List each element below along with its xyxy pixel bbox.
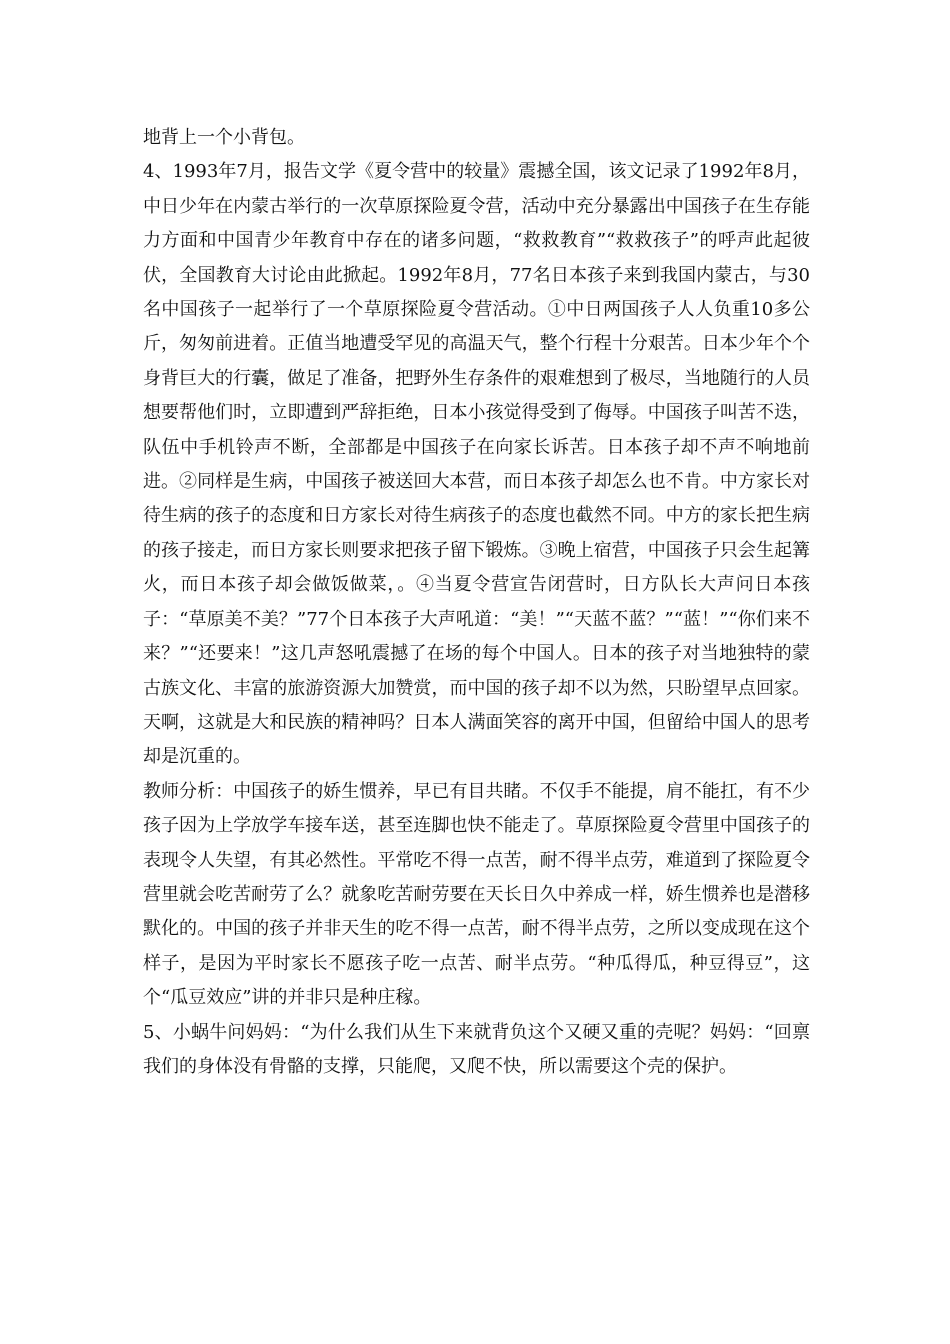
paragraph-item-5: 5、小蜗牛问妈妈：“为什么我们从生下来就背负这个又硬又重的壳呢？妈妈：“回禀我们的身体没有骨骼的支撑，只能爬，又爬不快，所以需要这个壳的保护。 xyxy=(143,1021,810,1077)
paragraph-item-4: 4、1993年7月，报告文学《夏令营中的较量》震撼全国，该文记录了1992年8月，中日少年在内蒙古举行的一次草原探险夏令营，活动中充分暴露出中国孩子在生存能力方面和中国青少年教育中存在的诸多问题，“救救教育”“救救孩子”的呼声此起彼伏，全国教育大讨论由此掀起。1992年8月，77名日本孩子来到我国内蒙古，与30名中国孩子一起举行了一个草原探险夏令营活动。①中日两国孩子人人负重10多公斤，匆匆前进着。正值当地遭受罕见的高温天气，整个行程十分艰苦。日本少年个个身背巨大的行囊，做足了准备，把野外生存条件的艰难想到了极尽，当地随行的人员想要帮他们时，立即遭到严辞拒绝，日本小孩觉得受到了侮辱。中国孩子叫苦不迭，队伍中手机铃声不断，全部都是中国孩子在向家长诉苦。日本孩子却不声不响地前进。②同样是生病，中国孩子被送回大本营，而日本孩子却怎么也不肯。中方家长对待生病的孩子的态度和日方家长对待生病孩子的态度也截然不同。中方的家长把生病的孩子接走，而日方家长则要求把孩子留下锻炼。③晚上宿营，中国孩子只会生起篝火，而日本孩子却会做饭做菜，。④当夏令营宣告闭营时，日方队长大声问日本孩子：“草原美不美？”77个日本孩子大声吼道：“美！”“天蓝不蓝？”“蓝！”“你们来不来？”“还要来！”这几声怒吼震撼了在场的每个中国人。日本的孩子对当地独特的蒙古族文化、丰富的旅游资源大加赞赏，而中国的孩子却不以为然，只盼望早点回家。天啊，这就是大和民族的精神吗？日本人满面笑容的离开中国，但留给中国人的思考却是沉重的。 xyxy=(143,161,810,768)
paragraph-continuation: 地背上一个小背包。 xyxy=(143,127,305,148)
document-page xyxy=(143,121,810,1084)
paragraph-teacher-analysis: 教师分析：中国孩子的娇生惯养，早已有目共睹。不仅手不能提，肩不能扛，有不少孩子因为上学放学车接车送，甚至连脚也快不能走了。草原探险夏令营里中国孩子的表现令人失望，有其必然性。平常吃不得一点苦，耐不得半点劳，难道到了探险夏令营里就会吃苦耐劳了么？就象吃苦耐劳要在天长日久中养成一样，娇生惯养也是潜移默化的。中国的孩子并非天生的吃不得一点苦，耐不得半点劳，之所以变成现在这个样子，是因为平时家长不愿孩子吃一点苦、耐半点劳。“种瓜得瓜，种豆得豆”，这个“瓜豆效应”讲的并非只是种庄稼。 xyxy=(143,780,810,1009)
